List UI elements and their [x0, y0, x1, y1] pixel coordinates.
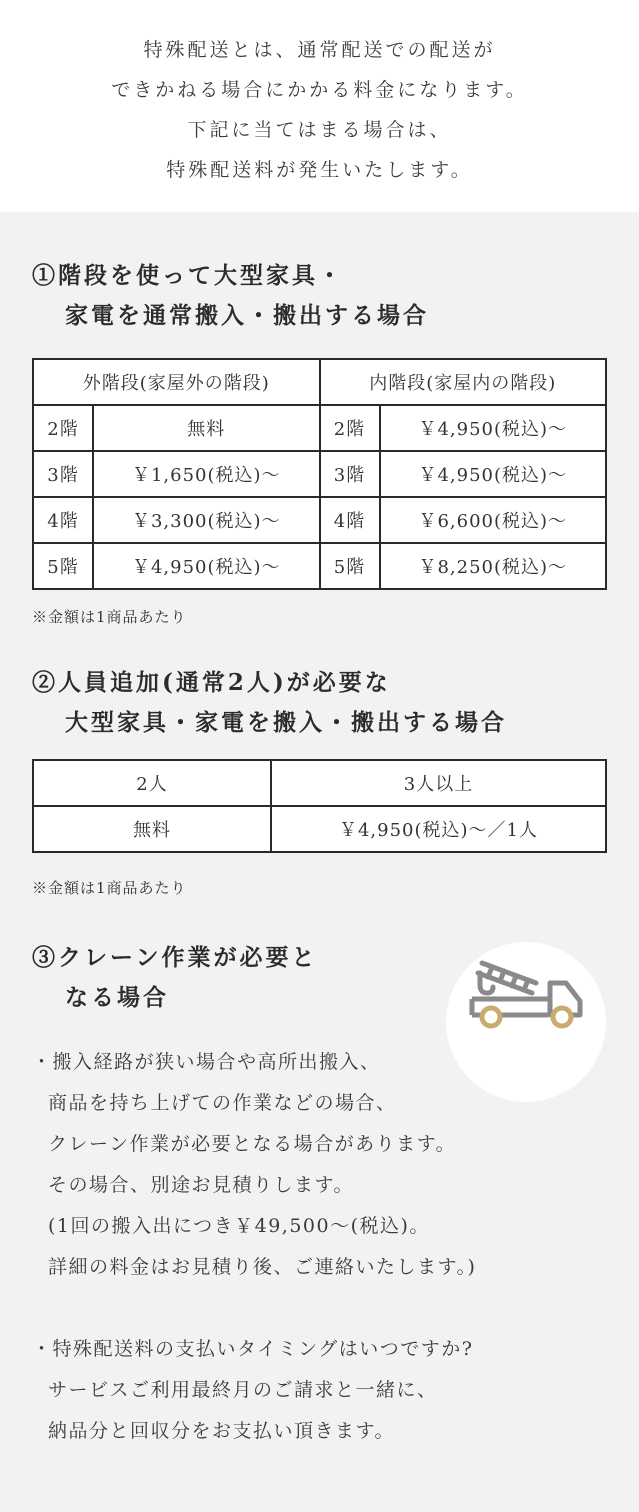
header-inside-stairs: 内階段(家屋内の階段) — [320, 359, 607, 405]
floor-outside: 3階 — [33, 451, 93, 497]
section2-heading — [32, 663, 607, 743]
floor-outside: 2階 — [33, 405, 93, 451]
bullet-spacer — [32, 1288, 607, 1329]
bullet-line: クレーン作業が必要となる場合があります。 — [48, 1133, 457, 1155]
table-header-row — [33, 760, 606, 806]
floor-inside: 2階 — [320, 405, 380, 451]
floor-inside: 4階 — [320, 497, 380, 543]
price-inside: ￥4,950(税込)～ — [380, 451, 607, 497]
value-two-people: 無料 — [33, 806, 271, 852]
table-row — [33, 405, 606, 451]
table-row — [33, 451, 606, 497]
bullet-line: サービスご利用最終月のご請求と一緒に、 — [48, 1379, 438, 1401]
section2-note: ※金額は1商品あたり — [32, 879, 187, 897]
stairs-price-table — [32, 358, 607, 590]
section1-heading-line1: ①階段を使って大型家具・ — [32, 262, 344, 289]
floor-outside: 4階 — [33, 497, 93, 543]
section1-heading-line2: 家電を通常搬入・搬出する場合 — [65, 302, 429, 329]
floor-inside: 5階 — [320, 543, 380, 589]
price-inside: ￥8,250(税込)～ — [380, 543, 607, 589]
price-inside: ￥4,950(税込)～ — [380, 405, 607, 451]
price-outside: 無料 — [93, 405, 320, 451]
intro-section — [0, 0, 639, 212]
bullet-line: 納品分と回収分をお支払い頂きます。 — [48, 1420, 395, 1442]
intro-line: できかねる場合にかかる料金になります。 — [111, 79, 528, 101]
section1-heading — [32, 256, 607, 336]
intro-line: 特殊配送とは、通常配送での配送が — [143, 39, 496, 61]
table-row — [33, 806, 606, 852]
staff-price-table — [32, 759, 607, 853]
price-outside: ￥3,300(税込)～ — [93, 497, 320, 543]
bullet-line: 詳細の料金はお見積り後、ご連絡いたします。) — [48, 1256, 477, 1278]
floor-inside: 3階 — [320, 451, 380, 497]
price-inside: ￥6,600(税込)～ — [380, 497, 607, 543]
intro-line: 下記に当てはまる場合は、 — [187, 119, 452, 141]
price-outside: ￥4,950(税込)～ — [93, 543, 320, 589]
section3-heading-line2: なる場合 — [65, 984, 169, 1011]
table-row — [33, 543, 606, 589]
bullet-line: その場合、別途お見積りします。 — [48, 1174, 354, 1196]
bullet-line: 商品を持ち上げての作業などの場合、 — [48, 1092, 397, 1114]
bullet-line: (1回の搬入出につき￥49,500～(税込)。 — [48, 1215, 430, 1237]
main-content — [0, 256, 639, 1452]
price-outside: ￥1,650(税込)～ — [93, 451, 320, 497]
value-three-people: ￥4,950(税込)～／1人 — [271, 806, 606, 852]
table-header-row — [33, 359, 606, 405]
header-outside-stairs: 外階段(家屋外の階段) — [33, 359, 320, 405]
section2-heading-line1: ②人員追加(通常2人)が必要な — [32, 669, 391, 696]
section1-note: ※金額は1商品あたり — [32, 608, 187, 626]
header-two-people: 2人 — [33, 760, 271, 806]
bullet-line: ・特殊配送料の支払いタイミングはいつですか? — [32, 1338, 474, 1360]
section2-heading-line2: 大型家具・家電を搬入・搬出する場合 — [65, 709, 507, 736]
section3-heading-line1: ③クレーン作業が必要と — [32, 944, 318, 971]
header-three-people: 3人以上 — [271, 760, 606, 806]
intro-line: 特殊配送料が発生いたします。 — [166, 159, 473, 181]
section3-bullets — [32, 1042, 607, 1452]
bullet-line: ・搬入経路が狭い場合や高所出搬入、 — [32, 1051, 381, 1073]
crane-truck-icon — [464, 955, 590, 1035]
table-row — [33, 497, 606, 543]
floor-outside: 5階 — [33, 543, 93, 589]
